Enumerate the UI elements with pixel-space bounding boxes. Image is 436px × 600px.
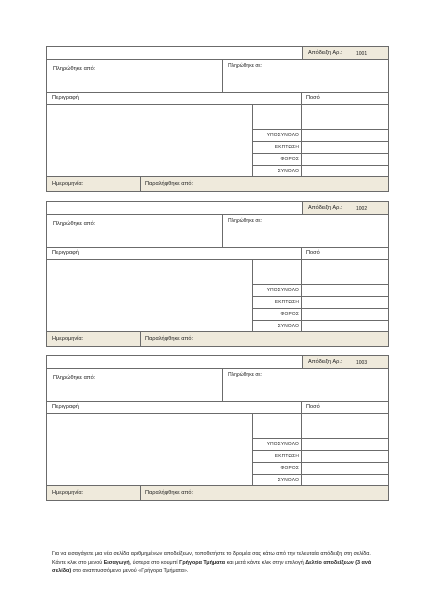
receipt-number-cell [302, 202, 388, 214]
received-by-label: Παραλήφθηκε από: [145, 336, 194, 342]
discount-amount-field[interactable] [302, 141, 388, 153]
subtotal-row [253, 129, 302, 141]
discount-amount-field[interactable] [302, 296, 388, 308]
subtotal-label: ΥΠΟΣΥΝΟΛΟ [266, 133, 299, 138]
paid-to-field[interactable] [222, 214, 388, 247]
tax-row [253, 153, 302, 165]
subtotal-amount-field[interactable] [302, 438, 388, 450]
total-label: ΣΥΝΟΛΟ [277, 478, 299, 483]
receipt-option-name: Δελτίο αποδείξεων (3 ανά σελίδα) [52, 559, 372, 575]
receipt-number-label: Απόδειξη Αρ.: [308, 205, 343, 211]
discount-label: ΕΚΠΤΩΣΗ [274, 300, 299, 305]
date-label: Ημερομηνία: [52, 181, 84, 187]
amount-column[interactable] [301, 104, 388, 177]
receipt-footer [47, 331, 388, 346]
subtotal-row [253, 284, 302, 296]
summary-labels-column [252, 259, 302, 332]
receipt-footer [47, 176, 388, 191]
receipt-form-1 [46, 46, 389, 192]
paid-to-field[interactable] [222, 59, 388, 92]
receipt-form-3 [46, 355, 389, 501]
discount-label: ΕΚΠΤΩΣΗ [274, 145, 299, 150]
instructions-part-1: Για να εισαγάγετε μια νέα σελίδα αριθμημένων αποδείξεων, τοποθετήστε το δρομέα σας κάτω από την τελευταία απόδειξη στη σελίδα. Κάντε κλικ στο μενού [52, 551, 371, 566]
date-label: Ημερομηνία: [52, 490, 84, 496]
column-divider [301, 92, 302, 104]
tax-row [253, 462, 302, 474]
received-by-label: Παραλήφθηκε από: [145, 490, 194, 496]
summary-labels-column [252, 104, 302, 177]
discount-row [253, 141, 302, 153]
receipt-footer [47, 485, 388, 500]
amount-label: Ποσό [306, 250, 320, 256]
instructions-part-4: στο αναπτυσσόμενο μενού «Γρήγορα Τμήματα». [71, 568, 189, 575]
received-by-label: Παραλήφθηκε από: [145, 181, 194, 187]
subtotal-amount-field[interactable] [302, 284, 388, 296]
tax-amount-field[interactable] [302, 462, 388, 474]
payer-section [47, 368, 388, 402]
amount-label: Ποσό [306, 95, 320, 101]
tax-label: ΦΟΡΟΣ [280, 466, 299, 471]
receipt-number-label: Απόδειξη Αρ.: [308, 50, 343, 56]
subtotal-row [253, 438, 302, 450]
discount-label: ΕΚΠΤΩΣΗ [274, 454, 299, 459]
description-label: Περιγραφή [52, 404, 79, 410]
tax-row [253, 308, 302, 320]
paid-to-label: Πληρώθηκε σε: [228, 372, 263, 378]
subtotal-amount-field[interactable] [302, 129, 388, 141]
tax-label: ΦΟΡΟΣ [280, 312, 299, 317]
payer-section [47, 59, 388, 93]
paid-from-label: Πληρώθηκε από: [53, 66, 96, 72]
footer-divider [140, 332, 141, 346]
tax-amount-field[interactable] [302, 308, 388, 320]
discount-row [253, 450, 302, 462]
receipt-form-2 [46, 201, 389, 347]
footer-divider [140, 177, 141, 191]
column-divider [301, 401, 302, 413]
tax-amount-field[interactable] [302, 153, 388, 165]
paid-to-field[interactable] [222, 368, 388, 401]
receipt-number: 1001 [356, 50, 368, 57]
payer-section [47, 214, 388, 248]
description-label: Περιγραφή [52, 95, 79, 101]
instructions-text [52, 550, 382, 576]
description-area[interactable] [47, 259, 388, 332]
description-label: Περιγραφή [52, 250, 79, 256]
receipt-number-cell [302, 356, 388, 368]
total-label: ΣΥΝΟΛΟ [277, 324, 299, 329]
paid-to-label: Πληρώθηκε σε: [228, 218, 263, 224]
summary-labels-column [252, 413, 302, 486]
instructions-part-3: και μετά κάντε κλικ στην επιλογή [225, 559, 306, 566]
column-divider [301, 247, 302, 259]
footer-divider [140, 486, 141, 500]
description-area[interactable] [47, 413, 388, 486]
date-label: Ημερομηνία: [52, 336, 84, 342]
instructions-part-2: , ύστερα στο κουμπί [129, 559, 180, 566]
tax-label: ΦΟΡΟΣ [280, 157, 299, 162]
receipt-number-label: Απόδειξη Αρ.: [308, 359, 343, 365]
insert-menu-name: Εισαγωγή [103, 559, 130, 566]
amount-column[interactable] [301, 413, 388, 486]
amount-column[interactable] [301, 259, 388, 332]
total-label: ΣΥΝΟΛΟ [277, 169, 299, 174]
receipt-number: 1002 [356, 205, 368, 212]
quick-parts-name: Γρήγορα Τμήματα [179, 559, 226, 566]
description-area[interactable] [47, 104, 388, 177]
paid-from-label: Πληρώθηκε από: [53, 375, 96, 381]
amount-label: Ποσό [306, 404, 320, 410]
paid-from-label: Πληρώθηκε από: [53, 221, 96, 227]
discount-row [253, 296, 302, 308]
receipt-number: 1003 [356, 359, 368, 366]
discount-amount-field[interactable] [302, 450, 388, 462]
subtotal-label: ΥΠΟΣΥΝΟΛΟ [266, 442, 299, 447]
paid-to-label: Πληρώθηκε σε: [228, 63, 263, 69]
receipt-number-cell [302, 47, 388, 59]
subtotal-label: ΥΠΟΣΥΝΟΛΟ [266, 288, 299, 293]
